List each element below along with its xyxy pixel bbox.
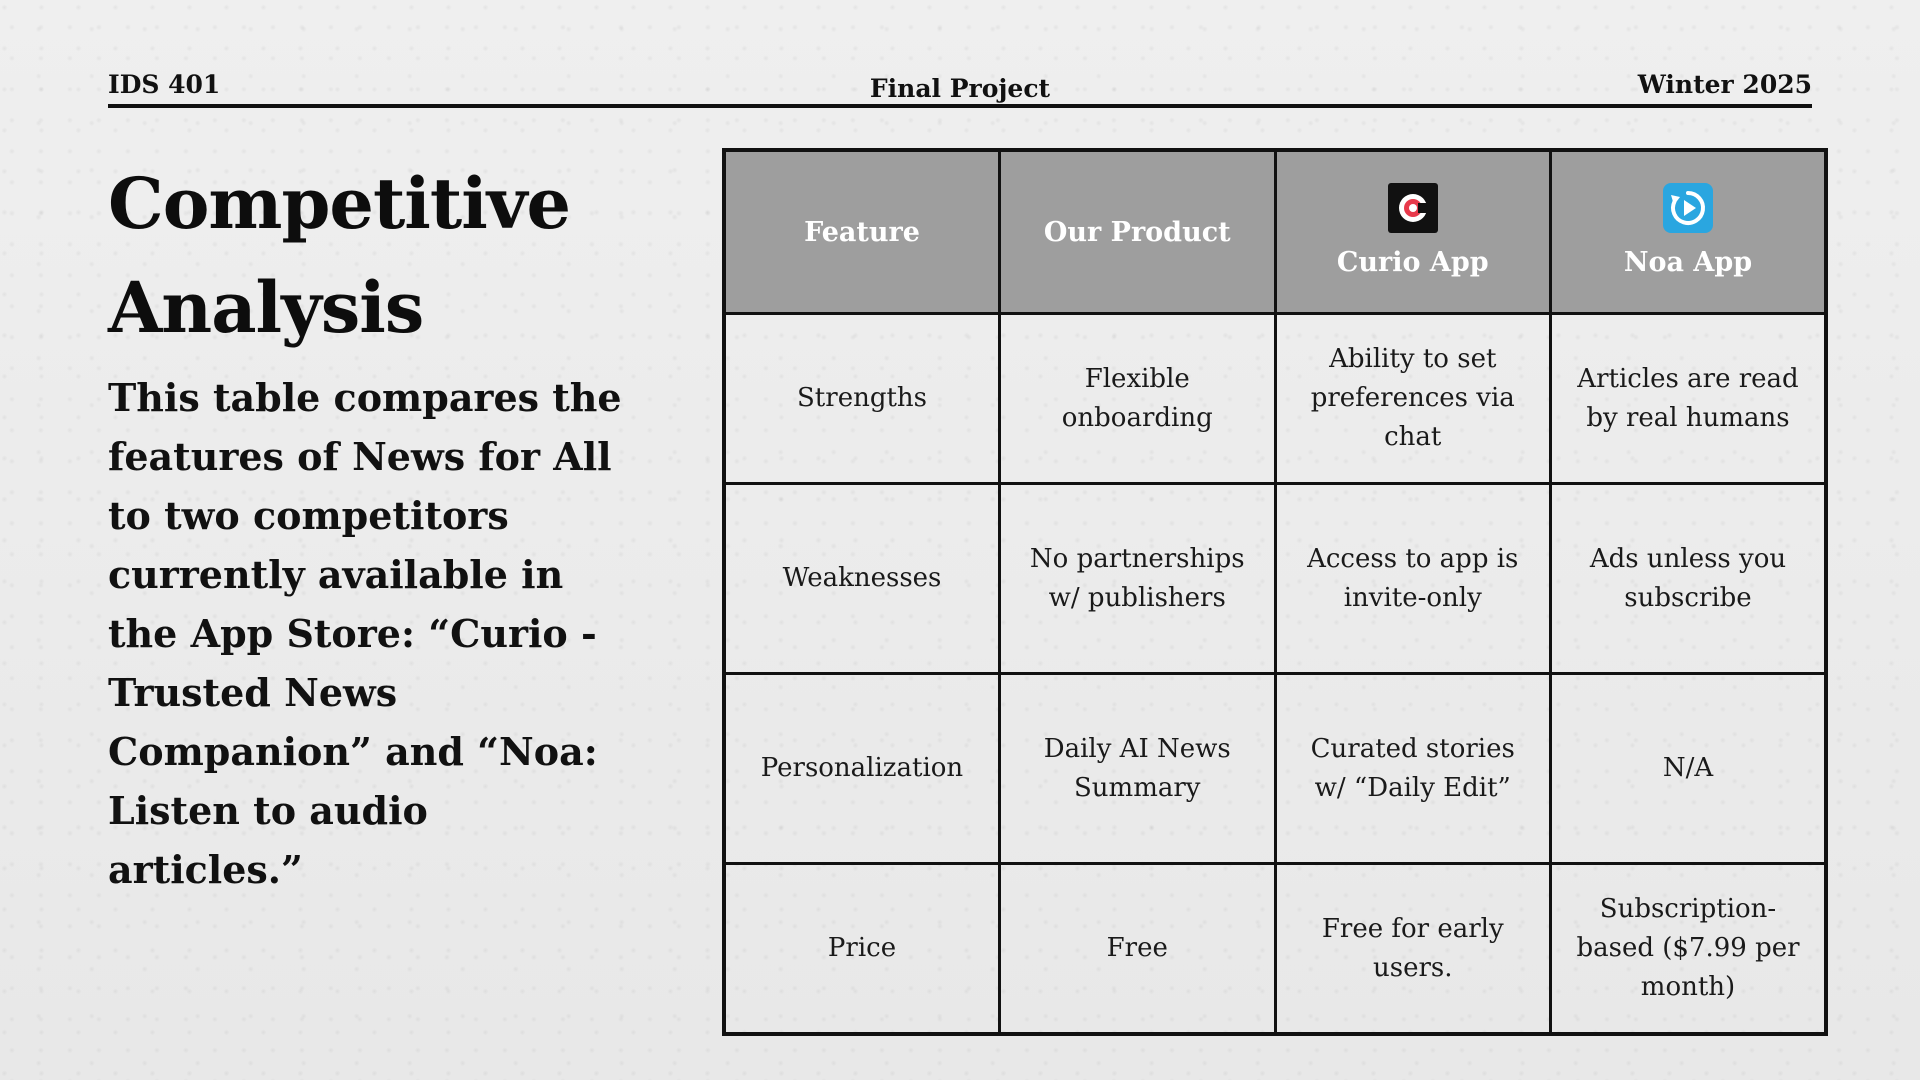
table-cell-noa: Articles are read by real humans bbox=[1551, 314, 1827, 484]
intro-paragraph: This table compares the features of News for All to two competitors currently available in the App Store: “Curio - Trusted News Companion” and “Noa: Listen to audio articles.” bbox=[108, 375, 622, 892]
column-header-noa bbox=[1551, 150, 1827, 314]
table-cell-feature: Price bbox=[724, 864, 1000, 1035]
table-cell-our-product: Free bbox=[1000, 864, 1276, 1035]
table-cell-curio: Curated stories w/ “Daily Edit” bbox=[1275, 674, 1551, 864]
table-cell-feature: Strengths bbox=[724, 314, 1000, 484]
column-header-label: Noa App bbox=[1623, 246, 1753, 278]
column-header-label: Our Product bbox=[1043, 216, 1231, 248]
header-bar bbox=[108, 66, 1812, 108]
comparison-table-container bbox=[722, 148, 1828, 1002]
column-header-label: Feature bbox=[804, 216, 920, 248]
title-line: Analysis bbox=[108, 266, 424, 349]
column-header-our-product bbox=[1000, 150, 1276, 314]
table-cell-our-product: No partnerships w/ publishers bbox=[1000, 484, 1276, 674]
column-header-curio bbox=[1275, 150, 1551, 314]
table-cell-feature: Personalization bbox=[724, 674, 1000, 864]
table-cell-feature: Weaknesses bbox=[724, 484, 1000, 674]
title-line: Competitive bbox=[108, 162, 571, 245]
table-cell-curio: Ability to set preferences via chat bbox=[1275, 314, 1551, 484]
table-row-personalization bbox=[724, 674, 1826, 864]
project-label: Final Project bbox=[869, 74, 1051, 103]
column-header-label: Curio App bbox=[1336, 246, 1489, 278]
term-label: Winter 2025 bbox=[1637, 70, 1812, 99]
course-label: IDS 401 bbox=[108, 70, 221, 99]
column-header-feature bbox=[724, 150, 1000, 314]
table-row-strengths bbox=[724, 314, 1826, 484]
table-header-row bbox=[724, 150, 1826, 314]
table-cell-noa: N/A bbox=[1551, 674, 1827, 864]
comparison-table bbox=[722, 148, 1828, 1036]
table-cell-noa: Ads unless you subscribe bbox=[1551, 484, 1827, 674]
table-cell-noa: Subscription-based ($7.99 per month) bbox=[1551, 864, 1827, 1035]
page-title bbox=[108, 152, 648, 360]
noa-logo-icon bbox=[1663, 183, 1713, 233]
table-cell-curio: Access to app is invite-only bbox=[1275, 484, 1551, 674]
table-row-weaknesses bbox=[724, 484, 1826, 674]
table-cell-our-product: Flexible onboarding bbox=[1000, 314, 1276, 484]
table-cell-curio: Free for early users. bbox=[1275, 864, 1551, 1035]
curio-logo-icon bbox=[1388, 183, 1438, 233]
table-cell-our-product: Daily AI News Summary bbox=[1000, 674, 1276, 864]
table-row-price bbox=[724, 864, 1826, 1035]
